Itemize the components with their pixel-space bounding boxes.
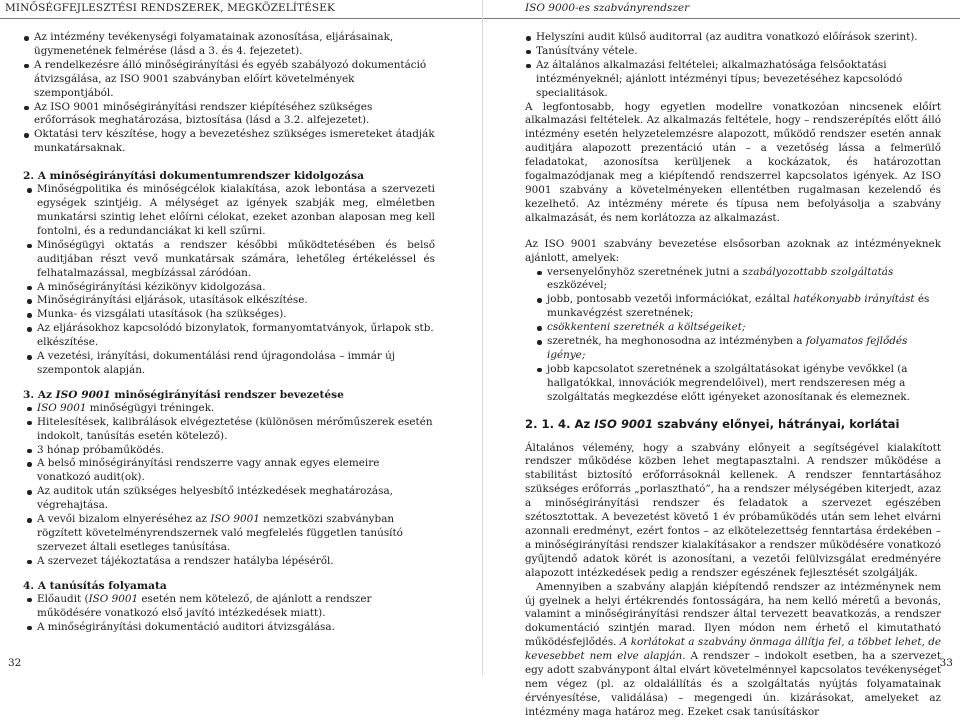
right-page — [482, 0, 960, 718]
iso-text: ISO 9001 — [88, 592, 139, 605]
para-text: Amennyiben a szabvány alapján kiépítendő rendszer az intézménynek nem új gyelnek a helyi értékrendés fontosságára, ha nem kelló méretű a bevonás, valamint a minőségirányítási rendszer által tervezett beavatkozás, a rendszer dokumentáció szintjén marad. Ilyen módon nem érhető el kimutatható működésfejlődés. — [525, 580, 941, 649]
list-item: A belső minőségirányítási rendszerre vagy annak egyes elemeire vonatkozó audit(ok). — [26, 457, 435, 485]
heading-text: 2. 1. 4. Az — [525, 416, 595, 431]
paragraph — [525, 581, 941, 720]
item-text: esetén nem kötelező, de ajánlott a rendszer működésére vonatkozó első javító intézkedések miatt). — [37, 592, 372, 619]
list-item: jobb kapcsolatot szeretnének a szolgáltatásokat igénybe vevőkkel (a hallgatókkal, innovációk megrendelőivel), mert rendszeresen még a szolgáltatás megkezdése előtt igényeket azonosítanak és elemeznek. — [536, 363, 941, 405]
subsection-heading — [525, 417, 941, 432]
title-text: minőségirányítási rendszer bevezetése — [110, 388, 344, 401]
list-item — [536, 266, 941, 294]
para-text: A rendszer – indokolt esetben, ha a szervezet egy adott szabványpont által elvárt követelménnyel kapcsolatos tevékenységet nem végez (pl. az oldalállítás és a szolgáltatás nyújtás folyamatainak érvényesítése, validálása) – megengedi ún. kizárásokat, amelyeket az intézmény maga határoz meg. Ezeket csak tanúsításkor — [525, 650, 941, 718]
list-item: Oktatási terv készítése, hogy a bevezetéshez szükséges ismereteket átadják munkatársaknak. — [23, 128, 435, 156]
list-item: Minőségügyi oktatás a rendszer későbbi működtetésében és belső auditjában részt vevő munkatársak számára, lehetőleg értékeléssel és felhatalmazással, megbízással záródóan. — [26, 239, 435, 281]
intro-bullet-list — [23, 31, 435, 156]
para-italic: A korlátokat a szabvány önmaga állítja fel, a többet lehet, de kevesebbet nem elve alapján. — [525, 636, 941, 663]
left-page-number: 32 — [8, 657, 22, 669]
list-item: Helyszíni audit külső auditorral (az auditra vonatkozó előírások szerint). — [525, 31, 941, 45]
left-running-header: MINŐSÉGFEJLESZTÉSI RENDSZEREK, MEGKÖZELÍTÉSEK — [0, 0, 482, 19]
item-italic: hatékonyabb irányítást — [793, 293, 915, 306]
list-item: Az auditok után szükséges helyesbítő intézkedések meghatározása, végrehajtása. — [26, 485, 435, 513]
item-text: versenyelőnyhöz szeretnének jutni a — [547, 265, 743, 278]
paragraph: Az ISO 9001 szabvány bevezetése elsősorban azoknak az intézményeknek ajánlott, amelyek: — [525, 237, 941, 264]
top-bullet-list — [525, 31, 941, 101]
item-italic: folyamatos fejlődés igénye; — [547, 335, 908, 361]
header-text: ISO 9000-es szabványrendszer — [525, 2, 690, 14]
list-item: Hitelesítések, kalibrálások elvégeztetése (különösen mérőműszerek esetén indokolt, tanúsítás esetén kötelező). — [26, 416, 435, 444]
paragraph: A legfontosabb, hogy egyetlen modellre vonatkozóan nincsenek előírt alkalmazási feltételek. Az alkalmazás feltétele, hogy – rendszerépítés előtt álló intézmény esetén helyzetelemzésre alapozott, működő rendszer esetén annak auditjára alapozott prezentáció után – a vezetőség lássa a felmerülő feladatokat, azonosítsa kerüljenek a kockázatok, és határozottan fogalmazódjanak meg a kiépítendő rendszerrel kapcsolatos igények. Az ISO 9001 szabvány a követelményeken ellentétben rugalmasan kezelendő és kezelhető. Az intézmény mérete és típusa nem befolyásolja a szabvány alkalmazását, és nem korlátozza az alkalmazást. — [525, 100, 941, 224]
iso-text: ISO 9001 — [210, 513, 260, 526]
list-item: Az általános alkalmazási feltételei; alkalmazhatósága felsőoktatási intézményeknél; ajánlott intézményi típus; bevezetéséhez kapcsolódó specialitások. — [525, 59, 941, 101]
right-page-content — [525, 31, 941, 720]
section-4-title: 4. A tanúsítás folyamata — [23, 579, 167, 592]
title-text: 3. Az — [23, 388, 56, 401]
left-page — [0, 0, 482, 675]
item-italic: szabályozottabb szolgáltatás — [742, 265, 894, 278]
left-page-content — [23, 31, 435, 634]
paragraph: Általános vélemény, hogy a szabvány előnyeit a segítségével kialakított rendszer működése közben lehet megtapasztalni. A rendszer működése a stabilitást biztosító erőforrásoknál kellenek. A rendszer fenntartásához szükséges erőforrás „porlasztható”, ha a rendszer mélységében kiterjedt, azaz a minőségirányítási rendszer és feladatok a szervezet egészében szétosztottak. A bevezetést követő 1 év próbaműködés után sem lehet elvárni azonnali eredményt, ezért fontos – az elkötelezettség fenntartása érdekében – a minőségirányítási rendszer kialakításakor a rendszer működésére vonatkozó gyűjtendő adatok körét is azonosítani, a vezetői felülvizsgálat eredményére alapozott intézkedések pedig a rendszer egészének fejlesztését szolgálják. — [525, 441, 941, 579]
section-3-title — [23, 388, 435, 402]
list-item — [536, 321, 941, 335]
section-3-bullets — [26, 402, 435, 569]
section-2 — [23, 169, 435, 378]
list-item: A minőségirányítási kézikönyv kidolgozása. — [26, 281, 435, 295]
list-item: A szervezet tájékoztatása a rendszer hatályba lépéséről. — [26, 555, 435, 569]
list-item: Az intézmény tevékenységi folyamatainak azonosítása, eljárásainak, ügymenetének felmérése (lásd a 3. és 4. fejezetet). — [23, 31, 435, 59]
list-item: A minőségirányítási dokumentáció auditori átvizsgálása. — [26, 621, 435, 635]
item-text: nemzetközi szabványban rögzített követelményrendszernek való megfelelés független tanúsító szervezet általi esetleges tanúsítása. — [37, 513, 403, 553]
list-item: Minőségirányítási eljárások, utasítások elkészítése. — [26, 294, 435, 308]
criteria-bullet-list — [536, 266, 941, 405]
list-item — [26, 402, 435, 416]
list-item — [536, 293, 941, 321]
list-item: A rendelkezésre álló minőségirányítási és egyéb szabályozó dokumentáció átvizsgálása, az ISO 9001 szabványban előírt követelmények szempontjából. — [23, 59, 435, 101]
heading-text: szabvány előnyei, hátrányai, korlátai — [653, 416, 900, 431]
list-item: Az eljárásokhoz kapcsolódó bizonylatok, formanyomtatványok, űrlapok stb. elkészítése. — [26, 322, 435, 350]
list-item: 3 hónap próbaműködés. — [26, 444, 435, 458]
list-item — [536, 335, 941, 363]
iso-text: ISO 9001 — [37, 401, 87, 414]
item-text: A vevői bizalom elnyeréséhez az — [37, 513, 211, 526]
list-item: Munka- és vizsgálati utasítások (ha szükséges). — [26, 308, 435, 322]
item-text: eszközével; — [547, 279, 607, 292]
list-item: Minőségpolitika és minőségcélok kialakítása, azok lebontása a szervezeti egységek szintjéig. A mélységet az igények szabják meg, elméletben munkatársi szintig lehet előírni célokat, ezeket azonban alaposan meg kell fontolni, és a redundanciákat ki kell szűrni. — [26, 183, 435, 239]
list-item — [26, 593, 435, 621]
section-4 — [23, 579, 435, 635]
item-text: szeretnék, ha meghonosodna az intézményben a — [547, 335, 806, 348]
item-text: Előaudit ( — [37, 592, 89, 605]
section-2-title: 2. A minőségirányítási dokumentumrendszer kidolgozása — [23, 170, 364, 183]
list-item: A vezetési, irányítási, dokumentálási rend újragondolása – immár új szempontok alapján. — [26, 350, 435, 378]
item-italic: csökkenteni szeretnék a költségeiket; — [547, 321, 746, 334]
section-2-bullets — [26, 183, 435, 378]
right-running-header — [483, 0, 960, 19]
heading-iso: ISO 9001 — [594, 416, 654, 431]
item-text: és munkavégzést szeretnének; — [547, 293, 930, 320]
section-4-bullets — [26, 593, 435, 635]
list-item: Tanúsítvány vétele. — [525, 45, 941, 59]
title-iso: ISO 9001 — [55, 388, 111, 401]
list-item — [26, 513, 435, 555]
spacer — [525, 226, 941, 238]
item-text: jobb, pontosabb vezetői információkat, ezáltal — [547, 293, 794, 306]
section-3 — [23, 388, 435, 569]
right-page-number: 33 — [939, 657, 953, 669]
item-text: minőségügyi tréningek. — [86, 401, 215, 414]
list-item: Az ISO 9001 minőségirányítási rendszer kiépítéséhez szükséges erőforrások meghatározása, biztosítása (lásd a 3.2. alfejezetet). — [23, 101, 435, 129]
